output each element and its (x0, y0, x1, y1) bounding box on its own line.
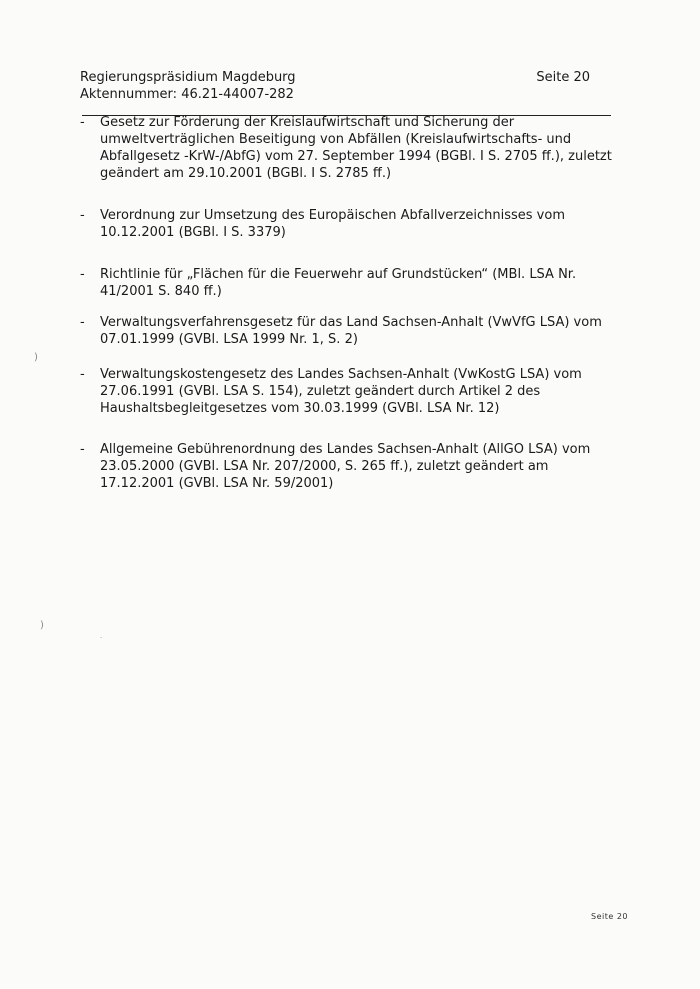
list-item (80, 266, 625, 300)
list-item-text: Verordnung zur Umsetzung des Europäischen Abfallverzeichnisses vom 10.12.2001 (BGBl. I S. 3379) (100, 208, 565, 240)
file-number: Aktennummer: 46.21-44007-282 (80, 87, 294, 102)
list-item-text: Gesetz zur Förderung der Kreislaufwirtschaft und Sicherung der umweltverträglichen Beseitigung von Abfällen (Kreislaufwirtschafts- und Abfallgesetz -KrW-/AbfG) vom 27. September 1994 (BGBl. I S. 2705 ff.), zuletzt geändert am 29.10.2001 (BGBl. I S. 2785 ff.) (100, 115, 612, 181)
list-item-text: Verwaltungsverfahrensgesetz für das Land Sachsen-Anhalt (VwVfG LSA) vom 07.01.1999 (GVBl. LSA 1999 Nr. 1, S. 2) (100, 315, 602, 347)
authority-name: Regierungspräsidium Magdeburg (80, 70, 296, 85)
list-item (80, 207, 625, 241)
list-dash: - (80, 208, 85, 223)
list-dash: - (80, 442, 85, 457)
list-item (80, 114, 625, 182)
list-dash: - (80, 267, 85, 282)
header-page-number: Seite 20 (536, 70, 590, 85)
list-item (80, 314, 625, 348)
footer-page-number: Seite 20 (591, 912, 629, 921)
list-item-text: Allgemeine Gebührenordnung des Landes Sachsen-Anhalt (AllGO LSA) vom 23.05.2000 (GVBl. LSA Nr. 207/2000, S. 265 ff.), zuletzt geändert am 17.12.2001 (GVBl. LSA Nr. 59/2001) (100, 442, 591, 491)
header-left (80, 69, 296, 103)
list-item (80, 441, 625, 492)
list-item (80, 366, 625, 417)
list-dash: - (80, 367, 85, 382)
list-item-text: Richtlinie für „Flächen für die Feuerwehr auf Grundstücken“ (MBl. LSA Nr. 41/2001 S. 840 ff.) (100, 267, 577, 299)
list-dash: - (80, 115, 85, 130)
scan-mark: . (100, 632, 103, 640)
scan-mark: ) (40, 620, 44, 631)
list-item-text: Verwaltungskostengesetz des Landes Sachsen-Anhalt (VwKostG LSA) vom 27.06.1991 (GVBl. LSA S. 154), zuletzt geändert durch Artikel 2 des Haushaltsbegleitgesetzes vom 30.03.1999 (GVBl. LSA Nr. 12) (100, 367, 582, 416)
scan-mark: ) (34, 352, 38, 363)
list-dash: - (80, 315, 85, 330)
